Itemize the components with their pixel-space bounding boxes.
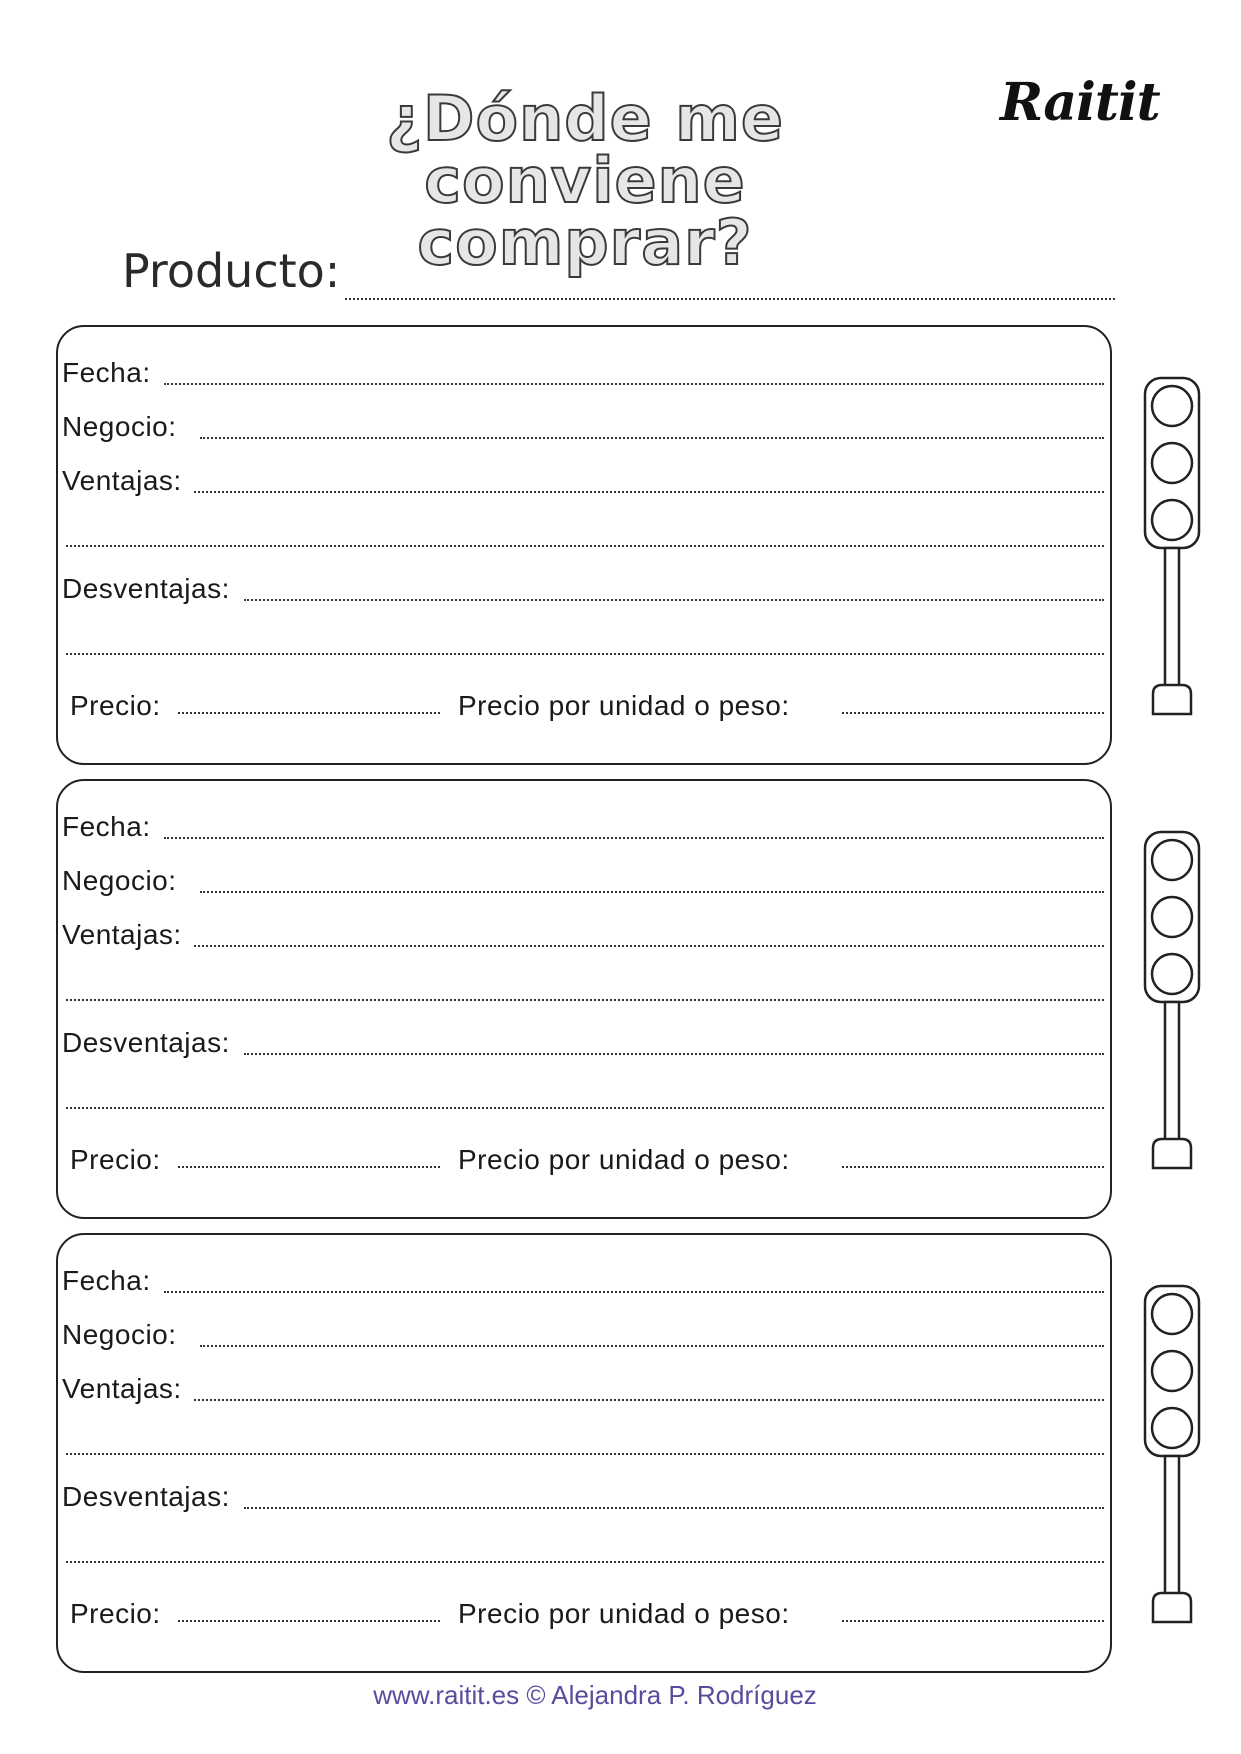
precio-unidad-field[interactable] xyxy=(842,1166,1104,1168)
ventajas-field[interactable] xyxy=(194,491,1104,493)
desventajas-field[interactable] xyxy=(244,1053,1104,1055)
negocio-label: Negocio: xyxy=(62,865,177,896)
fecha-field[interactable] xyxy=(164,383,1104,385)
fecha-label: Fecha: xyxy=(62,1265,151,1296)
negocio-field[interactable] xyxy=(200,891,1104,893)
precio-unidad-label: Precio por unidad o peso: xyxy=(458,1598,790,1629)
desventajas-label: Desventajas: xyxy=(62,573,230,604)
ventajas-label: Ventajas: xyxy=(62,465,182,496)
comparison-card-1 xyxy=(56,325,1112,765)
negocio-field[interactable] xyxy=(200,437,1104,439)
precio-unidad-label: Precio por unidad o peso: xyxy=(458,1144,790,1175)
traffic-light-icon[interactable] xyxy=(1143,830,1203,1170)
negocio-label: Negocio: xyxy=(62,1319,177,1350)
producto-field[interactable] xyxy=(345,298,1115,300)
fecha-label: Fecha: xyxy=(62,811,151,842)
comparison-card-2 xyxy=(56,779,1112,1219)
traffic-light-icon[interactable] xyxy=(1143,1284,1203,1624)
desventajas-field-extra[interactable] xyxy=(66,1561,1104,1563)
fecha-field[interactable] xyxy=(164,837,1104,839)
desventajas-field[interactable] xyxy=(244,599,1104,601)
negocio-label: Negocio: xyxy=(62,411,177,442)
fecha-field[interactable] xyxy=(164,1291,1104,1293)
precio-field[interactable] xyxy=(178,1166,440,1168)
desventajas-field[interactable] xyxy=(244,1507,1104,1509)
ventajas-label: Ventajas: xyxy=(62,919,182,950)
precio-field[interactable] xyxy=(178,1620,440,1622)
precio-unidad-label: Precio por unidad o peso: xyxy=(458,690,790,721)
traffic-light-icon[interactable] xyxy=(1143,376,1203,716)
footer-credit: www.raitit.es © Alejandra P. Rodríguez xyxy=(373,1680,817,1710)
desventajas-field-extra[interactable] xyxy=(66,653,1104,655)
precio-label: Precio: xyxy=(70,690,161,721)
desventajas-field-extra[interactable] xyxy=(66,1107,1104,1109)
page-title: ¿Dónde me conviene comprar? xyxy=(386,82,784,279)
precio-field[interactable] xyxy=(178,712,440,714)
precio-unidad-field[interactable] xyxy=(842,712,1104,714)
ventajas-field-extra[interactable] xyxy=(66,545,1104,547)
ventajas-field[interactable] xyxy=(194,1399,1104,1401)
raitit-logo: Raitit xyxy=(1000,72,1160,133)
desventajas-label: Desventajas: xyxy=(62,1027,230,1058)
ventajas-field-extra[interactable] xyxy=(66,1453,1104,1455)
precio-unidad-field[interactable] xyxy=(842,1620,1104,1622)
fecha-label: Fecha: xyxy=(62,357,151,388)
precio-label: Precio: xyxy=(70,1144,161,1175)
ventajas-field-extra[interactable] xyxy=(66,999,1104,1001)
desventajas-label: Desventajas: xyxy=(62,1481,230,1512)
negocio-field[interactable] xyxy=(200,1345,1104,1347)
ventajas-label: Ventajas: xyxy=(62,1373,182,1404)
precio-label: Precio: xyxy=(70,1598,161,1629)
comparison-card-3 xyxy=(56,1233,1112,1673)
ventajas-field[interactable] xyxy=(194,945,1104,947)
producto-label: Producto: xyxy=(122,244,341,298)
